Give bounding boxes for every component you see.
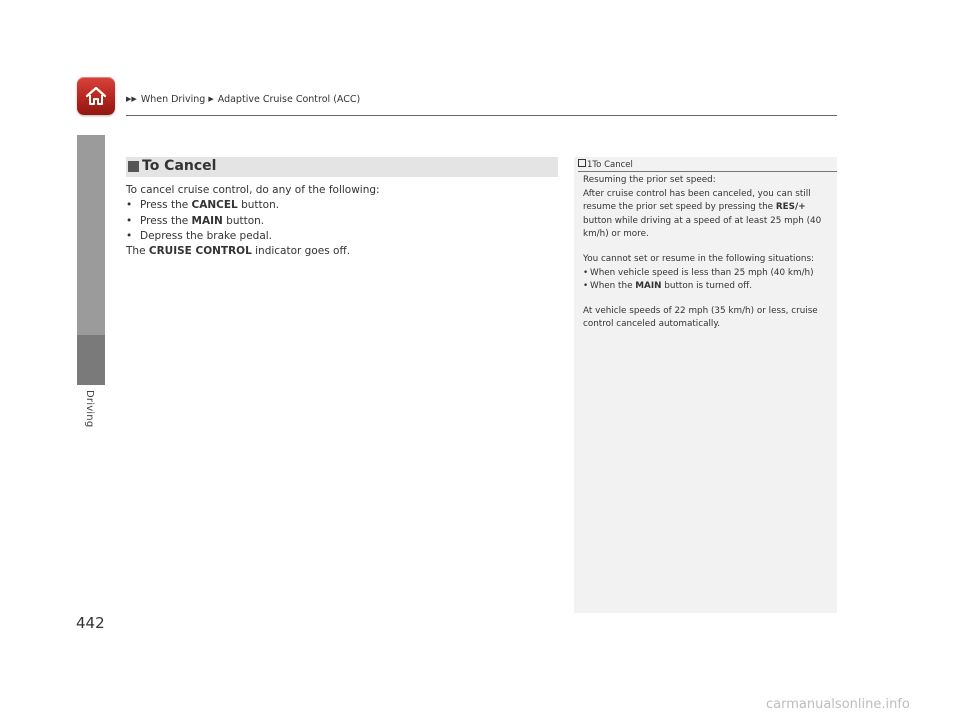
bullet-icon: • xyxy=(583,281,589,292)
side-note-body: Resuming the prior set speed: After cruise control has been canceled, you can still resume the prior set speed by pressing the RES/+ button while driving at a speed of at least 25 mph (40 km/h) or more. You cannot set or resume in the following situations: • When vehicle speed is less than 25 mph (40 km/h) • When the MAIN button is turned off. At vehicle speeds of 22 mph (35 km/h) or less, cruise control canceled automatically. xyxy=(583,174,835,332)
section-body xyxy=(126,183,556,259)
home-icon xyxy=(84,84,108,108)
bullet-icon: • xyxy=(126,229,133,242)
chapter-tab xyxy=(77,135,105,335)
list-item: • When vehicle speed is less than 25 mph (40 km/h) xyxy=(583,267,835,281)
breadcrumb xyxy=(126,94,360,105)
breadcrumb-arrow-icon: ▶ xyxy=(208,95,214,103)
list-item: • Press the CANCEL button. xyxy=(126,198,556,213)
side-note-panel xyxy=(574,157,837,613)
page-number: 442 xyxy=(76,614,105,632)
bullet-icon: • xyxy=(583,267,589,278)
home-button[interactable] xyxy=(77,77,115,115)
header-divider xyxy=(126,115,837,116)
section-header xyxy=(126,157,558,177)
side-note-divider xyxy=(578,171,837,172)
breadcrumb-arrow-icon: ▶▶ xyxy=(126,95,137,103)
section-title: To Cancel xyxy=(142,158,217,174)
bullet-icon: • xyxy=(126,199,133,212)
watermark: carmanualsonline.info xyxy=(766,697,910,712)
side-note-marker: 1 xyxy=(587,160,593,170)
chapter-tab-active[interactable] xyxy=(77,335,105,385)
side-note-header xyxy=(578,159,633,170)
chapter-label: Driving xyxy=(84,390,95,428)
list-item: • When the MAIN button is turned off. xyxy=(583,280,835,294)
section-square-icon xyxy=(128,161,139,172)
side-note-title[interactable]: To Cancel xyxy=(592,160,633,170)
section-closing: The CRUISE CONTROL indicator goes off. xyxy=(126,245,351,258)
list-item: • Depress the brake pedal. xyxy=(126,229,556,244)
list-item: • Press the MAIN button. xyxy=(126,214,556,229)
breadcrumb-item-when-driving[interactable]: When Driving xyxy=(140,94,206,105)
breadcrumb-item-acc[interactable]: Adaptive Cruise Control (ACC) xyxy=(217,94,361,105)
bullet-icon: • xyxy=(126,214,133,227)
section-intro: To cancel cruise control, do any of the following: xyxy=(126,184,380,196)
note-box-icon xyxy=(578,159,586,167)
